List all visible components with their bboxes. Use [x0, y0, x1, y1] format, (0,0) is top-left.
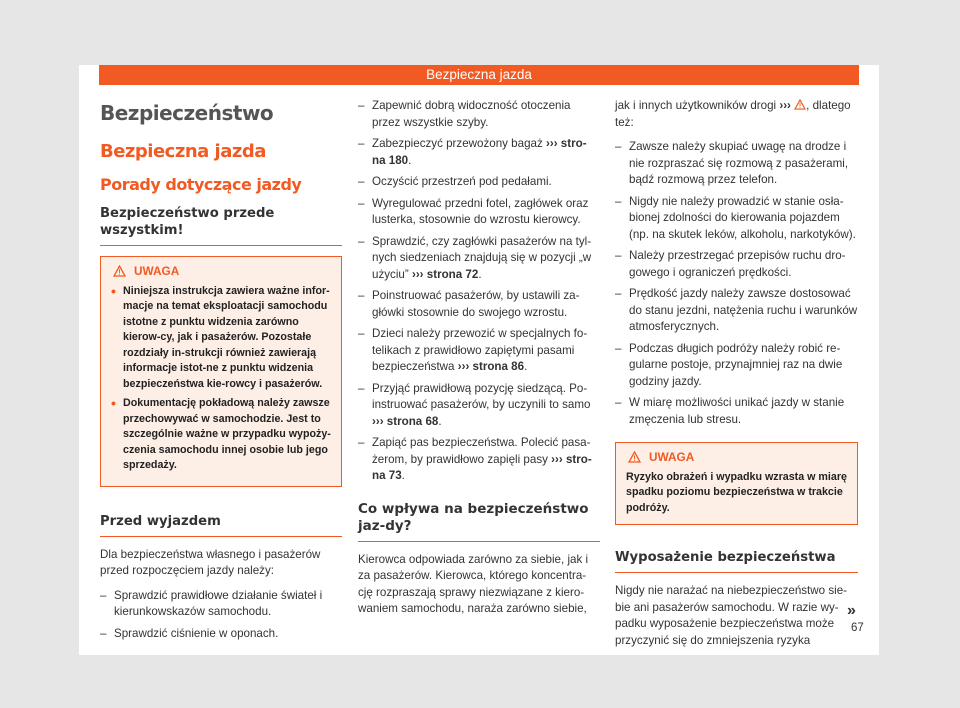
cross-reference-link[interactable]: ››› strona 68 — [372, 414, 439, 428]
cross-reference-link[interactable]: ››› stro-na 73 — [372, 452, 592, 482]
cross-reference-link[interactable]: ››› strona 72 — [411, 267, 479, 281]
warning-item: • Niniejsza instrukcja zawiera ważne infor-macje na temat eksploatacji samochodu istotne z punktu widzenia zarówno kierow-cy, jak i pasażerów. Pozostałe rozdziały in-strukcji również zawierają informacje istot-ne z punktu widzenia bezpieczeństwa kie-rowcy i pasażerów. — [111, 284, 331, 393]
list-item — [358, 234, 600, 284]
heading-safety-first: Bezpieczeństwo przede wszystkim! — [100, 205, 342, 246]
list-item — [358, 136, 600, 169]
continuation-text: jak i innych użytkowników drogi — [615, 99, 780, 112]
continuation-paragraph — [615, 98, 858, 131]
list-item — [358, 196, 600, 229]
continue-marker: » — [847, 602, 856, 619]
warning-label: UWAGA — [649, 450, 695, 464]
warning-box-1 — [100, 256, 342, 487]
list-item — [358, 288, 600, 321]
list-item-text: Dzieci należy przewozić w specjalnych fo-telikach z prawidłowo zapiętymi pasami bezpieczeństwa — [372, 327, 588, 373]
cross-reference-link[interactable]: ››› — [779, 99, 791, 112]
warning-triangle-icon — [113, 265, 126, 277]
checklist — [358, 98, 600, 485]
continuation-end: , dlatego też: — [615, 99, 851, 129]
cross-reference-link[interactable]: ››› strona 86 — [457, 360, 525, 373]
list-item: – Sprawdzić ciśnienie w oponach. — [100, 626, 342, 643]
list-item: – Sprawdzić prawidłowe działanie świateł i kierunkowskazów samochodu. — [100, 588, 342, 621]
intro-paragraph: Dla bezpieczeństwa własnego i pasażerów przed rozpoczęciem jazdy należy: — [100, 547, 321, 577]
warning-label: UWAGA — [134, 264, 180, 278]
list-item-tail: . — [478, 267, 482, 281]
list-item-text: Zapiąć pas bezpieczeństwa. Polecić pasa-żerom, by prawidłowo zapięli pasy — [372, 436, 591, 466]
list-item — [358, 381, 600, 431]
column-3 — [615, 98, 858, 657]
list-item-tail: . — [524, 360, 528, 373]
warning-triangle-icon — [628, 451, 641, 463]
list-item-text: Przyjąć prawidłową pozycję siedzącą. Po-instruować pasażerów, by uczynili to samo — [372, 381, 591, 411]
heading-what-affects-safety: Co wpływa na bezpieczeństwo jaz-dy? — [358, 501, 600, 542]
list-item-text: Poinstruować pasażerów, by ustawili za-główki stosownie do swojego wzrostu. — [372, 289, 580, 319]
list-item — [358, 98, 600, 131]
list-item: – Prędkość jazdy należy zawsze dostosować do stanu jezdni, natężenia ruchu i warunków atmosferycznych. — [615, 286, 858, 336]
list-item-text: Zabezpieczyć przewożony bagaż — [372, 137, 546, 150]
list-item — [358, 174, 600, 191]
list-item: – Nigdy nie należy prowadzić w stanie osła-bionej zdolności do kierowania pojazdem (np. na skutek leków, alkoholu, narkotyków). — [615, 194, 858, 244]
cross-reference-link[interactable]: ››› stro-na 180 — [372, 137, 587, 167]
list-item: – W miarę możliwości unikać jazdy w stanie zmęczenia lub stresu. — [615, 395, 858, 428]
warning-header — [101, 257, 341, 284]
column-1 — [100, 98, 342, 647]
list-item-tail: . — [401, 469, 405, 482]
list-item-text: Sprawdzić, czy zagłówki pasażerów na tyl-nych siedzeniach znajdują się w pozycji „w użyciu” — [372, 234, 592, 281]
heading-safety-equipment: Wyposażenie bezpieczeństwa — [615, 549, 858, 573]
subsection-title: Porady dotyczące jazdy — [100, 175, 302, 194]
equipment-paragraph: Nigdy nie narażać na niebezpieczeństwo sie-bie ani pasażerów samochodu. W razie wy-padku wyposażenie bezpieczeństwa może przyczynić się do zmniejszenia ryzyka — [615, 584, 848, 647]
section-title: Bezpieczna jazda — [100, 141, 266, 162]
warning-text: Ryzyko obrażeń i wypadku wzrasta w miarę spadku poziomu bezpieczeństwa w trakcie podróży. — [626, 470, 847, 514]
running-header: Bezpieczna jazda — [99, 65, 859, 85]
warning-triangle-icon — [794, 99, 806, 110]
list-item-text: Wyregulować przedni fotel, zagłówek oraz lusterka, stosownie do wzrostu kierowcy. — [372, 196, 589, 226]
list-item-text: Oczyścić przestrzeń pod pedałami. — [372, 175, 552, 188]
warning-box-2 — [615, 442, 858, 525]
page-number: 67 — [851, 622, 864, 634]
warning-header — [616, 443, 857, 470]
list-item: – Należy przestrzegać przepisów ruchu dro-gowego i ograniczeń prędkości. — [615, 248, 858, 281]
list-item: – Zawsze należy skupiać uwagę na drodze i nie rozpraszać się rozmową z pasażerami, bądź rozmową przez telefon. — [615, 139, 858, 189]
warning-item: • Dokumentację pokładową należy zawsze przechowywać w samochodzie. Jest to szczególnie ważne w przypadku wypoży-czenia samochodu innej osobie lub jego sprzedaży. — [111, 396, 331, 474]
list-item-text: Zapewnić dobrą widoczność otoczenia przez wszystkie szyby. — [372, 99, 571, 129]
list-item-tail: . — [438, 414, 442, 428]
warning-body — [101, 284, 341, 474]
chapter-title: Bezpieczeństwo — [100, 101, 274, 125]
list-item-tail: . — [408, 153, 412, 167]
list-item: – Podczas długich podróży należy robić re-gularne postoje, przynajmniej raz na dwie godziny jazdy. — [615, 341, 858, 391]
heading-before-departure: Przed wyjazdem — [100, 513, 342, 537]
column-2 — [358, 98, 600, 626]
list-item — [358, 435, 600, 485]
driver-paragraph: Kierowca odpowiada zarówno za siebie, jak i za pasażerów. Kierowca, którego koncentra-cję rozpraszają sprawy niezwiązane z kiero-waniem samochodu, naraża zarówno siebie, — [358, 552, 589, 615]
list-item — [358, 326, 600, 376]
